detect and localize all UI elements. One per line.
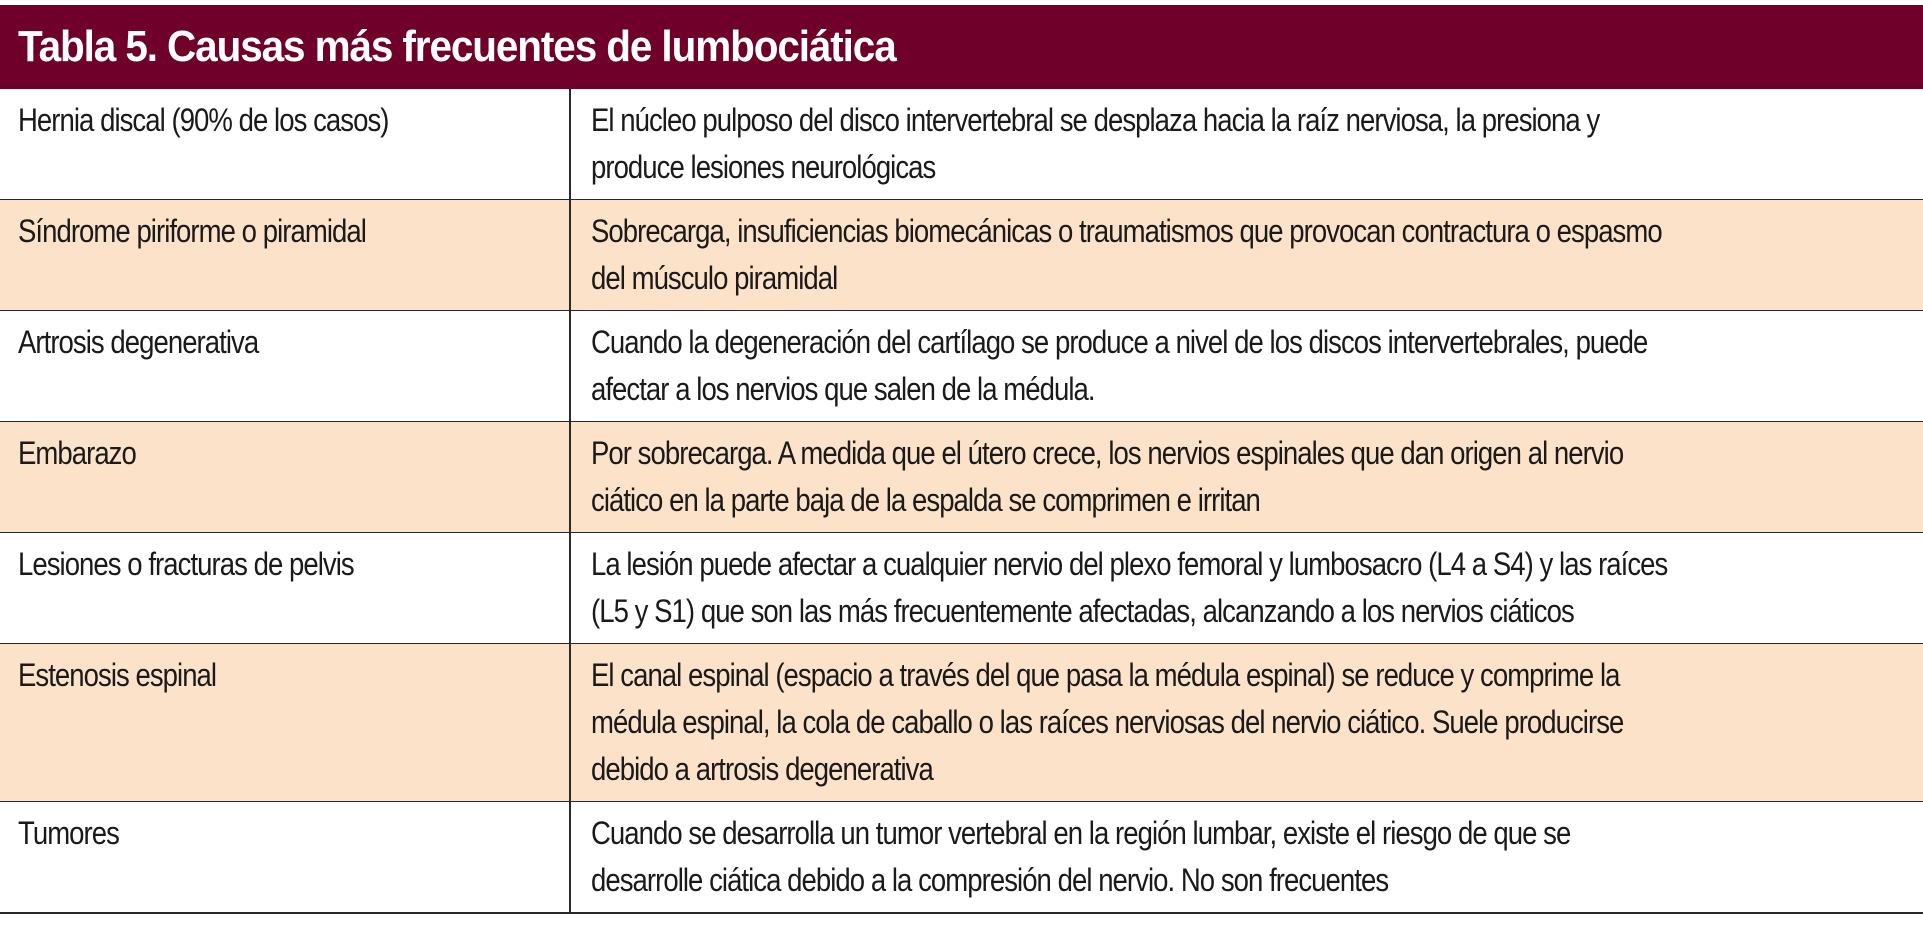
cause-cell: [0, 311, 571, 421]
description-line: [591, 97, 1913, 144]
description-cell: [571, 533, 1923, 643]
description-cell: [571, 802, 1923, 912]
table-row: [0, 199, 1923, 310]
description-line-text: afectar a los nervios que salen de la médula.: [591, 371, 1095, 407]
table-row: [0, 310, 1923, 421]
description-line: [591, 366, 1913, 413]
cause-text: Hernia discal (90% de los casos): [18, 102, 389, 138]
cause-text: Estenosis espinal: [18, 657, 217, 693]
cause-cell: [0, 200, 571, 310]
cause-cell: [0, 533, 571, 643]
description-line: [591, 319, 1913, 366]
cause-text: Artrosis degenerativa: [18, 324, 259, 360]
cause-cell: [0, 422, 571, 532]
description-line-text: (L5 y S1) que son las más frecuentemente afectadas, alcanzando a los nervios ciáticos: [591, 593, 1574, 629]
cause-cell: [0, 89, 571, 199]
description-line-text: La lesión puede afectar a cualquier nervio del plexo femoral y lumbosacro (L4 a S4) y las raíces: [591, 546, 1668, 582]
description-line-text: Cuando la degeneración del cartílago se produce a nivel de los discos intervertebrales, puede: [591, 324, 1648, 360]
description-cell: [571, 89, 1923, 199]
description-line-text: del músculo piramidal: [591, 260, 838, 296]
cause-text: Tumores: [18, 815, 119, 851]
table-row: [0, 643, 1923, 801]
description-line: [591, 652, 1913, 699]
description-line-text: médula espinal, la cola de caballo o las raíces nerviosas del nervio ciático. Suele producirse: [591, 704, 1624, 740]
description-line-text: El canal espinal (espacio a través del que pasa la médula espinal) se reduce y comprime la: [591, 657, 1620, 693]
description-line-text: produce lesiones neurológicas: [591, 149, 936, 185]
description-cell: [571, 200, 1923, 310]
description-line: [591, 541, 1913, 588]
cause-text: Lesiones o fracturas de pelvis: [18, 546, 354, 582]
description-line: [591, 699, 1913, 746]
description-line-text: Cuando se desarrolla un tumor vertebral en la región lumbar, existe el riesgo de que se: [591, 815, 1571, 851]
description-line: [591, 857, 1913, 904]
description-line: [591, 144, 1913, 191]
table-row: [0, 801, 1923, 912]
description-line: [591, 255, 1913, 302]
table-title: Tabla 5. Causas más frecuentes de lumbociática: [18, 22, 896, 71]
cause-text: Síndrome piriforme o piramidal: [18, 213, 366, 249]
description-line-text: Sobrecarga, insuficiencias biomecánicas o traumatismos que provocan contractura o espasmo: [591, 213, 1662, 249]
description-line: [591, 810, 1913, 857]
description-line-text: ciático en la parte baja de la espalda se comprimen e irritan: [591, 482, 1260, 518]
description-cell: [571, 311, 1923, 421]
description-cell: [571, 422, 1923, 532]
description-line-text: Por sobrecarga. A medida que el útero crece, los nervios espinales que dan origen al nervio: [591, 435, 1624, 471]
description-line: [591, 477, 1913, 524]
cause-text: Embarazo: [18, 435, 136, 471]
table-title-bar: [0, 5, 1923, 89]
description-line: [591, 588, 1913, 635]
table-row: [0, 421, 1923, 532]
description-line-text: desarrolle ciática debido a la compresión del nervio. No son frecuentes: [591, 862, 1389, 898]
description-line: [591, 746, 1913, 793]
description-line: [591, 430, 1913, 477]
cause-cell: [0, 644, 571, 801]
description-line: [591, 208, 1913, 255]
description-line-text: debido a artrosis degenerativa: [591, 751, 933, 787]
description-line-text: El núcleo pulposo del disco intervertebral se desplaza hacia la raíz nerviosa, la presiona y: [591, 102, 1600, 138]
table-row: [0, 89, 1923, 199]
table-row: [0, 532, 1923, 643]
description-cell: [571, 644, 1923, 801]
cause-cell: [0, 802, 571, 912]
causes-table: [0, 5, 1923, 914]
table-body: [0, 89, 1923, 914]
